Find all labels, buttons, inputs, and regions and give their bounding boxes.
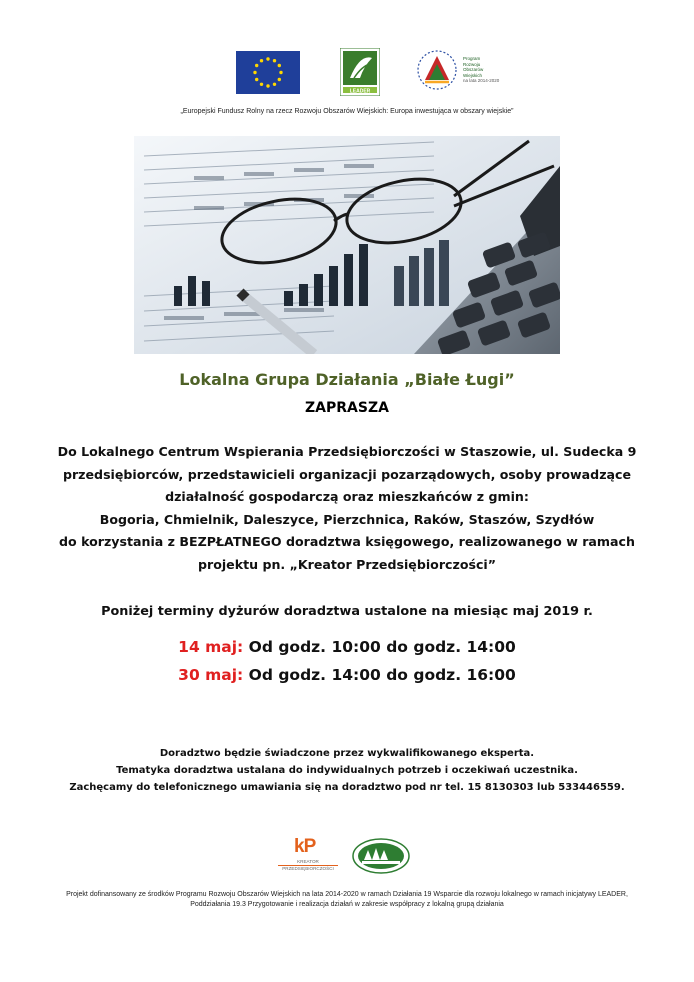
lgd-biale-lugi-logo-icon <box>352 838 410 874</box>
invitation-text <box>30 441 664 576</box>
date-day: 14 maj: <box>178 638 244 656</box>
note-line: Doradztwo będzie świadczone przez wykwalifikowanego eksperta. <box>159 748 535 759</box>
kp-text-line: PRZEDSIĘBIORCZOŚCI <box>278 865 338 872</box>
prow-text-line: Obszarów <box>463 67 484 72</box>
date-hours: Od godz. 10:00 do godz. 14:00 <box>248 638 516 656</box>
invitation-line: Bogoria, Chmielnik, Daleszyce, Pierzchnica, Raków, Staszów, Szydłów <box>99 511 595 527</box>
project-line: Poddziałania 19.3 Przygotowanie i realizacja działań w zakresie współpracy z lokalną grupą działania <box>190 901 504 908</box>
prow-text-line: Wiejskich <box>463 72 483 78</box>
svg-text:LEADER: LEADER <box>349 88 371 95</box>
footer-notes <box>0 745 694 796</box>
project-funding-note <box>30 890 664 910</box>
kp-mark-icon: kP <box>294 836 316 857</box>
invitation-line: działalność gospodarczą oraz mieszkańców z gmin: <box>165 489 529 504</box>
terms-intro: Poniżej terminy dyżurów doradztwa ustalone na miesiąc maj 2019 r. <box>101 604 593 619</box>
prow-logo-text <box>463 56 503 84</box>
page-subtitle: ZAPRASZA <box>305 400 389 416</box>
date-hours: Od godz. 14:00 do godz. 16:00 <box>248 666 516 684</box>
project-line: Projekt dofinansowany ze środków Programu Rozwoju Obszarów Wiejskich na lata 2014-2020 w ramach Działania 19 Wsparcie dla rozwoju lokalnego w ramach inicjatywy LEADER, <box>66 891 628 898</box>
kp-logo-text <box>278 859 338 871</box>
invitation-line: Do Lokalnego Centrum Wspierania Przedsiębiorczości w Staszowie, ul. Sudecka 9 <box>57 444 637 459</box>
invitation-line: projektu pn. „Kreator Przedsiębiorczości” <box>197 556 497 572</box>
finance-photo <box>134 136 560 354</box>
prow-text-line: Rozwoju <box>463 61 481 67</box>
bottom-logos <box>0 832 694 882</box>
fund-tagline: „Europejski Fundusz Rolny na rzecz Rozwoju Obszarów Wiejskich: Europa inwestująca w obszary wiejskie” <box>180 108 514 115</box>
eu-flag-icon <box>236 51 300 94</box>
leader-logo-icon <box>340 48 380 96</box>
prow-logo-icon <box>415 46 500 94</box>
invitation-line: do korzystania z BEZPŁATNEGO doradztwa księgowego, realizowanego w ramach <box>59 534 635 549</box>
prow-text-line: Program <box>463 56 481 61</box>
kp-text-line: KREATOR <box>297 859 319 864</box>
invitation-line: przedsiębiorców, przedstawicieli organizacji pozarządowych, osoby prowadzące <box>62 466 632 482</box>
date-row <box>0 666 694 684</box>
page-title: Lokalna Grupa Działania „Białe Ługi” <box>179 370 515 389</box>
top-logos <box>0 44 694 96</box>
kreator-logo-icon <box>278 834 338 872</box>
date-day: 30 maj: <box>178 666 244 684</box>
date-row <box>0 638 694 656</box>
note-line: Zachęcamy do telefonicznego umawiania się na doradztwo pod nr tel. 15 8130303 lub 533446559. <box>69 782 625 793</box>
note-line: Tematyka doradztwa ustalana do indywidualnych potrzeb i oczekiwań uczestnika. <box>116 765 578 776</box>
prow-text-line: na lata 2014-2020 <box>463 78 500 83</box>
